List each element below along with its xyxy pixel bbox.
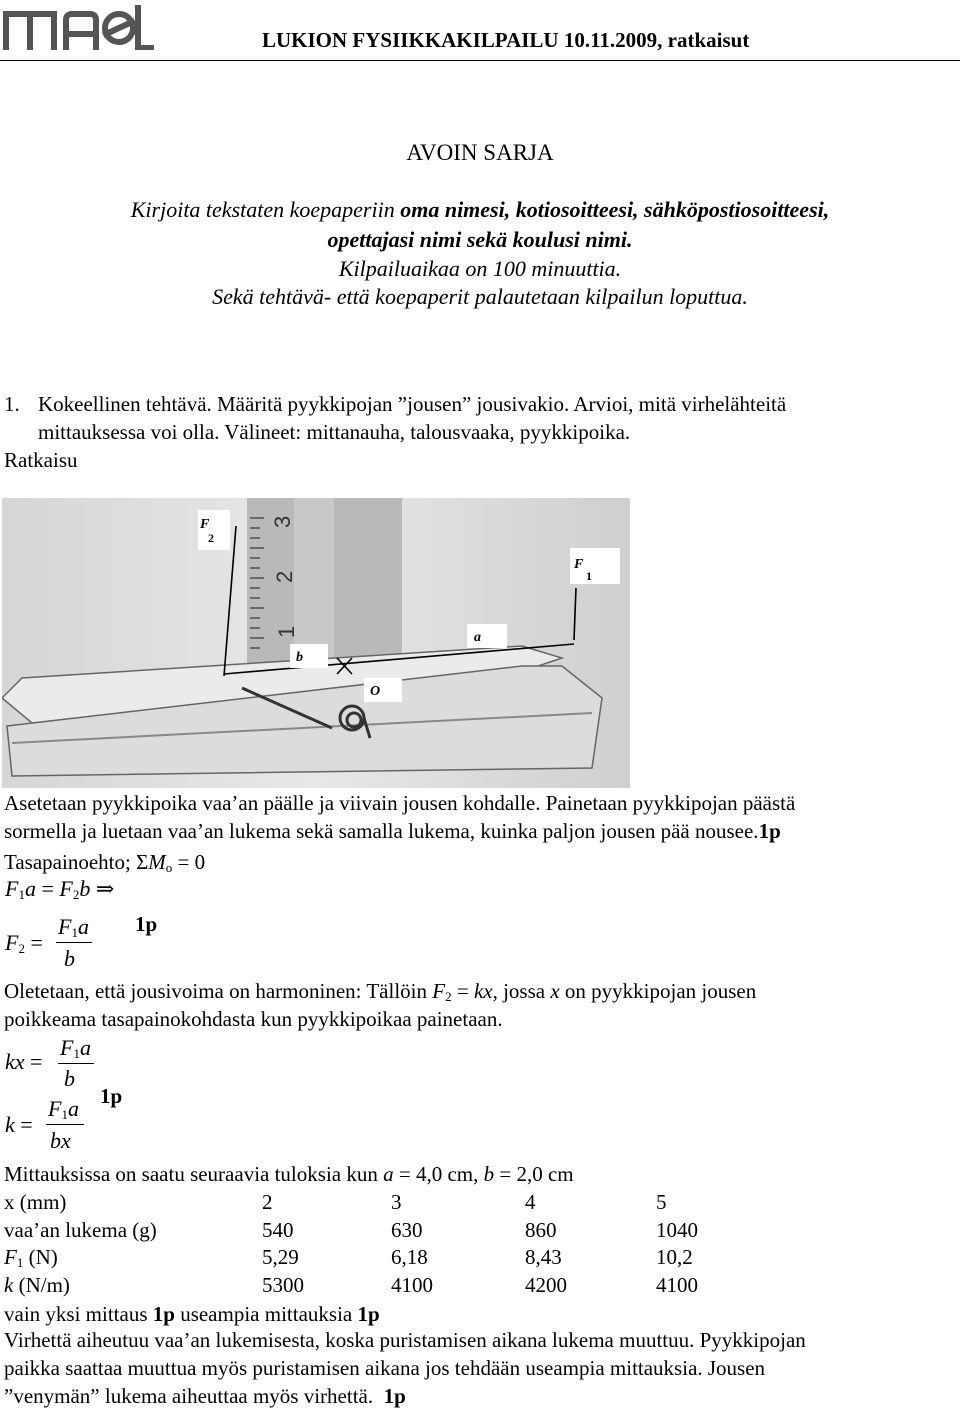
label-f2: F xyxy=(200,517,210,532)
table-cell: 2 xyxy=(262,1190,273,1214)
document-header: LUKION FYSIIKKAKILPAILU 10.11.2009, ratkaisut xyxy=(262,28,750,52)
table-cell: 8,43 xyxy=(525,1245,562,1269)
instruction-line-4: Sekä tehtävä- että koepaperit palautetaan kilpailun loputtua. xyxy=(212,284,748,309)
table-cell: 5300 xyxy=(262,1272,304,1297)
k-points: 1p xyxy=(100,1084,123,1108)
table-row xyxy=(4,1188,724,1216)
table-cell: 10,2 xyxy=(656,1245,693,1269)
table-cell: 5,29 xyxy=(262,1245,299,1269)
table-row xyxy=(4,1243,724,1271)
f2-fraction-line xyxy=(56,942,92,943)
clothespin-photo xyxy=(2,498,630,788)
instruction-line-1: Kirjoita tekstaten koepaperiin oma nimesi, kotiosoitteesi, sähköpostiosoitteesi, xyxy=(130,197,830,222)
f2-points: 1p xyxy=(135,912,158,936)
table-cell: 6,18 xyxy=(391,1245,428,1269)
paragraph-2-line-1: Oletetaan, että jousivoima on harmoninen: Tällöin $F_2$ = kx, jossa x on pyykkipojan jousen xyxy=(4,979,757,1004)
kx-fraction-line xyxy=(58,1063,94,1064)
points-note: vain yksi mittaus 1p useampia mittauksia 1p xyxy=(4,1302,380,1326)
table-row-label: k (N/m) xyxy=(4,1272,70,1297)
label-b: b xyxy=(296,650,303,665)
table-cell: 540 xyxy=(262,1217,294,1242)
k-numerator: $F_1a$ xyxy=(48,1096,79,1122)
table-cell: 4 xyxy=(525,1190,536,1214)
instruction-line-2: opettajasi nimi sekä koulusi nimi. xyxy=(327,227,633,252)
table-row xyxy=(4,1271,724,1299)
paragraph-1-line-2: sormella ja luetaan vaa’an lukema sekä samalla lukema, kuinka paljon jousen pää nousee.1p xyxy=(4,819,781,843)
instruction-line-3: Kilpailuaikaa on 100 minuuttia. xyxy=(338,256,622,281)
series-title: AVOIN SARJA xyxy=(406,140,554,165)
k-denominator: bx xyxy=(50,1128,71,1153)
table-row-label: vaa’an lukema (g) xyxy=(4,1217,157,1242)
label-f1-sub: 1 xyxy=(586,569,592,583)
task-line-1: Kokeellinen tehtävä. Määritä pyykkipojan ”jousen” jousivakio. Arvioi, mitä virhelähteitä xyxy=(38,392,787,416)
f2-numerator: $F_1a$ xyxy=(58,914,89,940)
kx-numerator: $F_1a$ xyxy=(60,1035,91,1061)
table-row-label: x (mm) xyxy=(4,1190,67,1214)
moment-equation: $F_1a = F_2b$ ⇒ xyxy=(5,876,115,902)
ruler-number-3: 3 xyxy=(270,515,295,528)
f2-denominator: b xyxy=(64,946,75,971)
table-row-label: $F_1$ (N) xyxy=(4,1245,58,1270)
k-lhs: k = xyxy=(5,1112,33,1137)
table-cell: 3 xyxy=(391,1190,402,1214)
label-f1: F xyxy=(574,557,584,572)
k-fraction-line xyxy=(46,1124,84,1125)
header-rule xyxy=(0,60,960,61)
f2-lhs: $F_2$ = xyxy=(5,930,43,956)
label-f2-sub: 2 xyxy=(208,531,214,545)
paragraph-2-line-2: poikkeama tasapainokohdasta kun pyykkipoikaa painetaan. xyxy=(4,1007,503,1031)
table-row xyxy=(4,1216,724,1244)
error-line-3: ”venymän” lukema aiheuttaa myös virhettä. 1p xyxy=(4,1384,406,1408)
label-o: O xyxy=(370,684,381,699)
ruler-number-1: 1 xyxy=(274,625,299,638)
paragraph-1-line-1: Asetetaan pyykkipoika vaa’an päälle ja viivain jousen kohdalle. Painetaan pyykkipojan päästä xyxy=(4,791,796,815)
equilibrium-condition: Tasapainoehto; $\Sigma M_o = 0$ xyxy=(4,850,206,875)
table-cell: 4200 xyxy=(525,1272,567,1297)
task-line-2: mittauksessa voi olla. Välineet: mittanauha, talousvaaka, pyykkipoika. xyxy=(38,420,631,444)
table-cell: 860 xyxy=(525,1217,557,1242)
error-line-2: paikka saattaa muuttua myös puristamisen aikana jos tehdään useampia mittauksia. Jousen xyxy=(4,1356,766,1380)
table-cell: 1040 xyxy=(656,1217,698,1242)
kx-denominator: b xyxy=(64,1066,75,1091)
label-a: a xyxy=(474,630,481,645)
measurements-intro: Mittauksissa on saatu seuraavia tuloksia kun a = 4,0 cm, b = 2,0 cm xyxy=(4,1162,574,1186)
solution-label: Ratkaisu xyxy=(4,448,78,472)
table-cell: 630 xyxy=(391,1217,423,1242)
task-number: 1. xyxy=(4,392,20,416)
table-cell: 4100 xyxy=(391,1272,433,1297)
kx-lhs: kx = xyxy=(5,1049,43,1074)
table-cell: 4100 xyxy=(656,1272,698,1297)
error-line-1: Virhettä aiheutuu vaa’an lukemisesta, koska puristamisen aikana lukema muuttuu. Pyykkipojan xyxy=(4,1328,806,1352)
ruler-number-2: 2 xyxy=(272,570,297,583)
maol-logo xyxy=(2,4,154,50)
table-cell: 5 xyxy=(656,1190,667,1214)
